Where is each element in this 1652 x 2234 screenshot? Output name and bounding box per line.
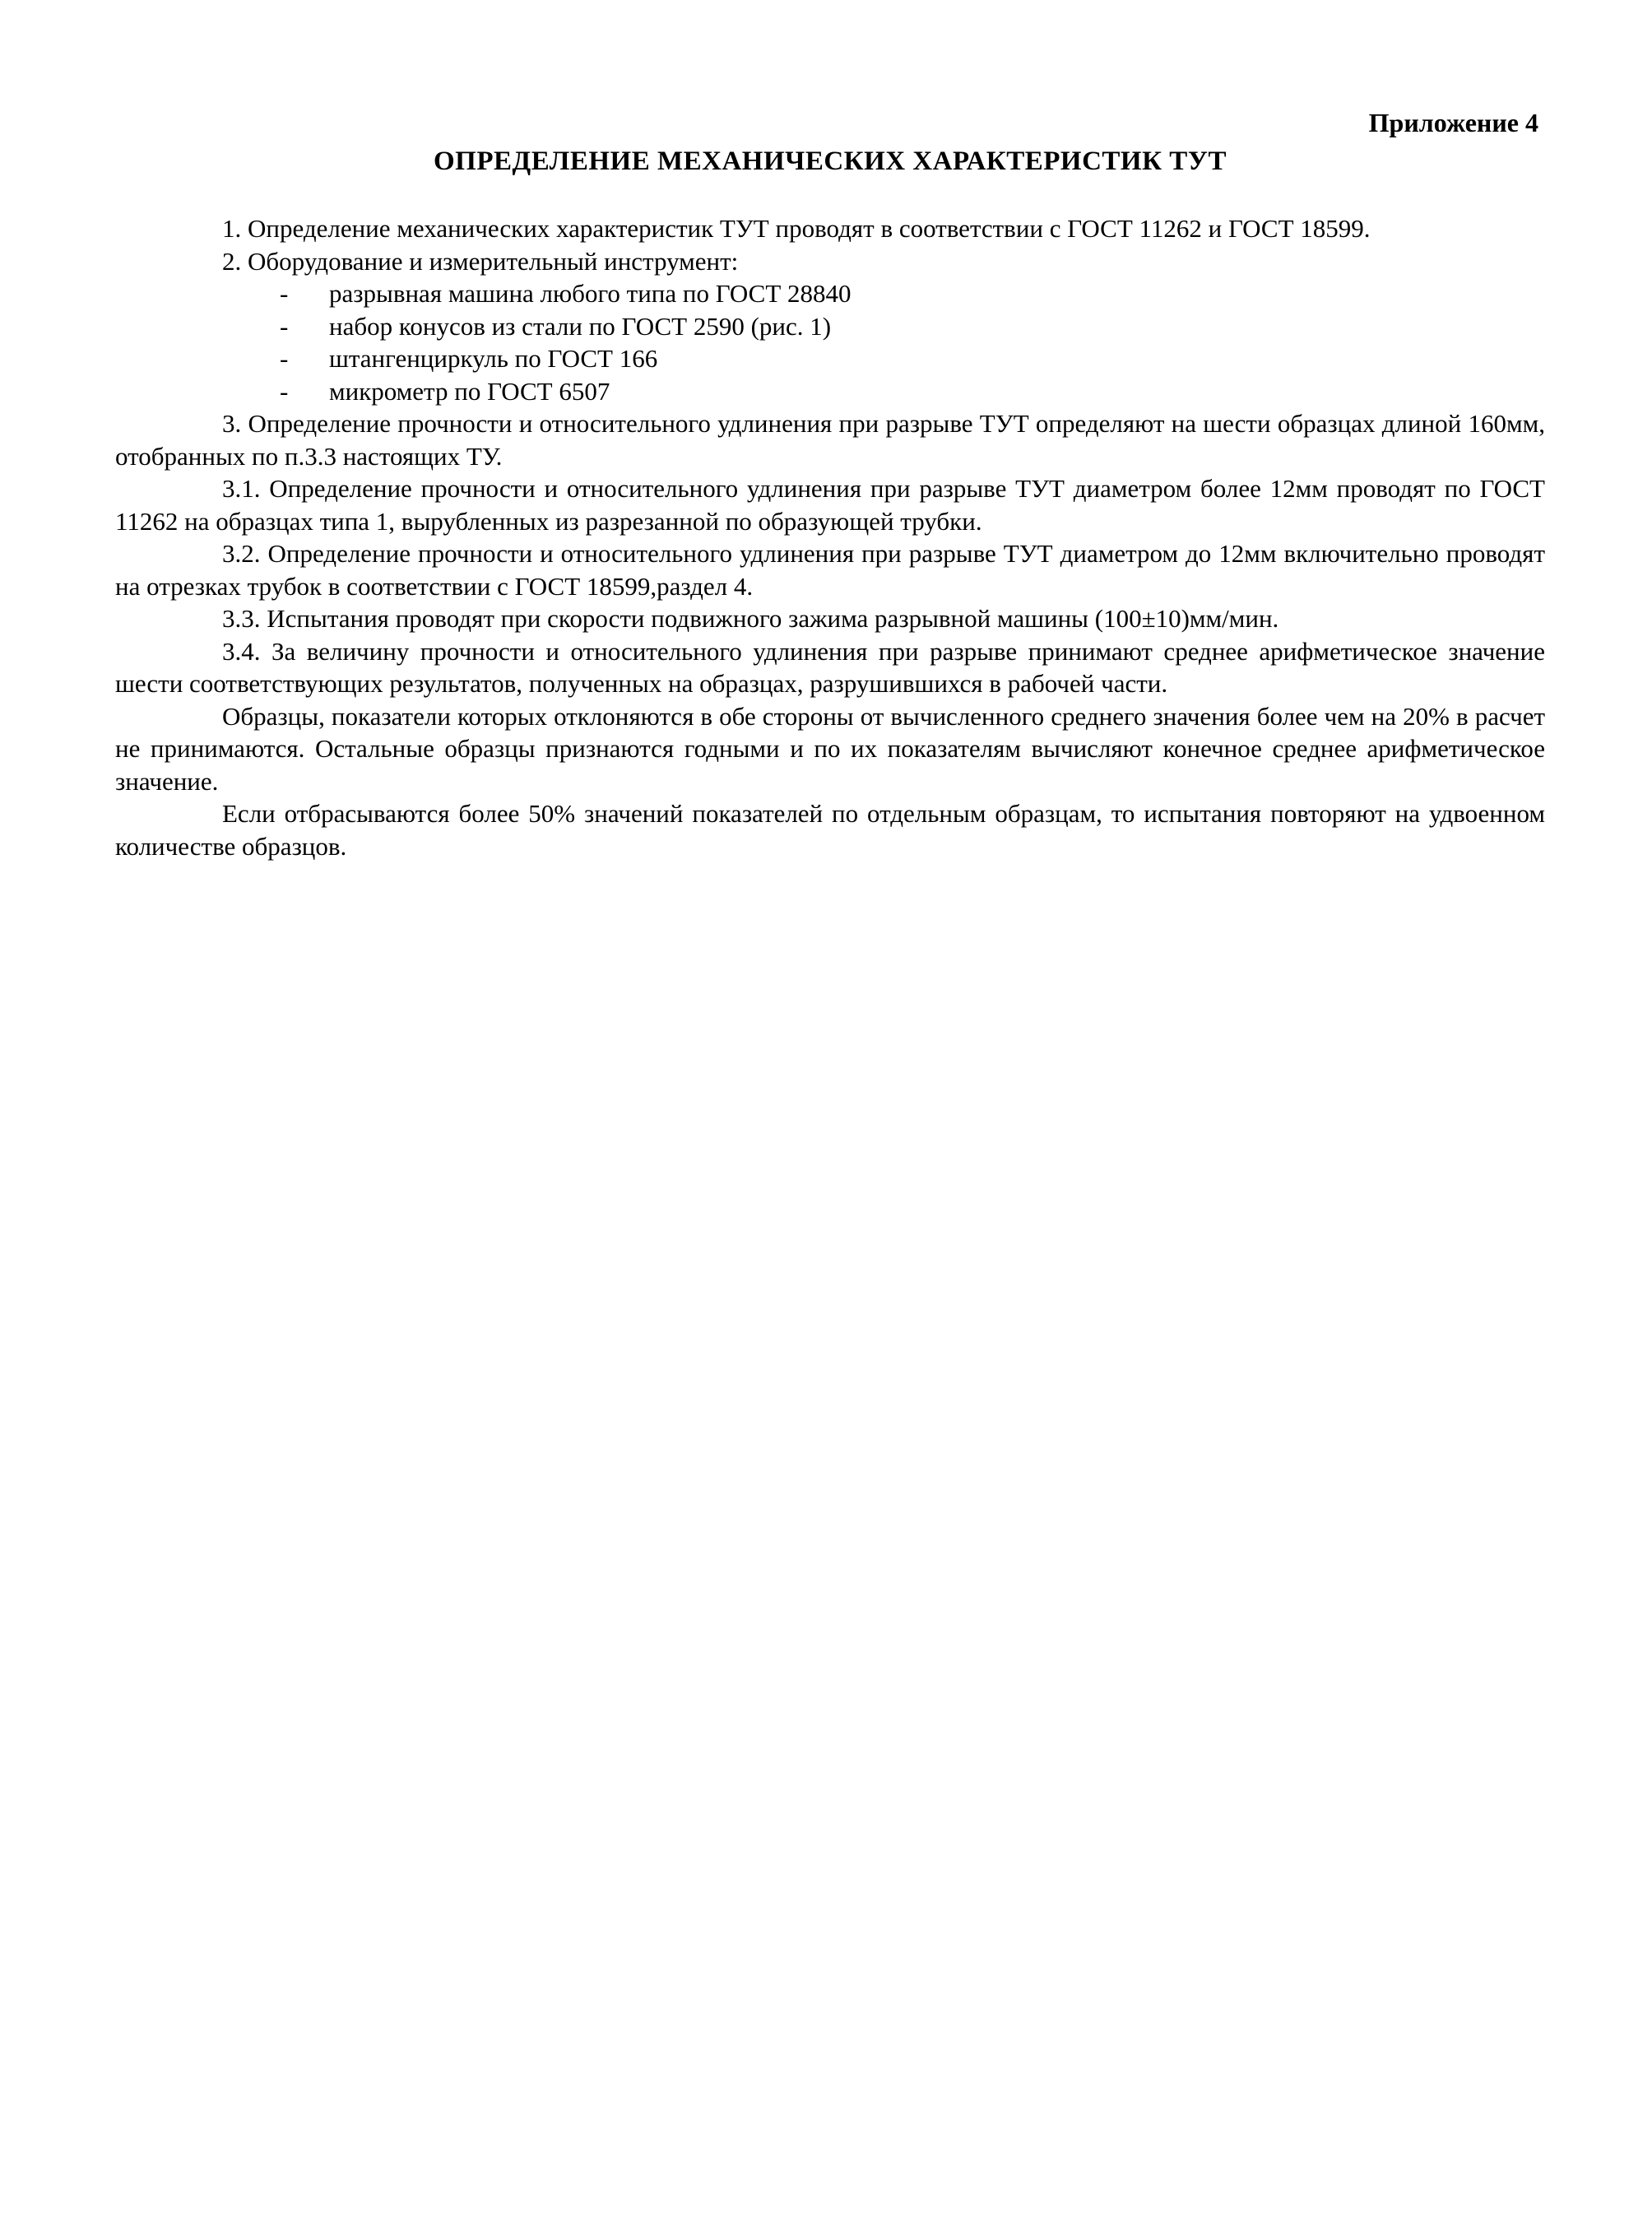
paragraph-5: Если отбрасываются более 50% значений показателей по отдельным образцам, то испытания повторяют на удвоенном количестве образцов.: [115, 799, 1545, 861]
appendix-label: Приложение 4: [1368, 108, 1538, 137]
equipment-item-text: штангенциркуль по ГОСТ 166: [329, 344, 658, 373]
equipment-list: [115, 277, 1545, 407]
paragraph-3: 3. Определение прочности и относительного удлинения при разрыве ТУТ определяют на шести образцах длиной 160мм, отобранных по п.3.3 настоящих ТУ.: [115, 409, 1545, 471]
equipment-item-text: разрывная машина любого типа по ГОСТ 28840: [329, 279, 852, 308]
list-dash: -: [280, 279, 289, 308]
list-dash: -: [280, 376, 289, 406]
equipment-item: [280, 342, 1545, 375]
paragraph-3-4: 3.4. За величину прочности и относительного удлинения при разрыве принимают среднее арифметическое значение шести соответствующих результатов, полученных на образцах, разрушившихся в рабочей части.: [115, 636, 1545, 698]
paragraph-3-3: 3.3. Испытания проводят при скорости подвижного зажима разрывной машины (100±10)мм/мин.: [222, 604, 1279, 633]
document-title: ОПРЕДЕЛЕНИЕ МЕХАНИЧЕСКИХ ХАРАКТЕРИСТИК ТУТ: [433, 146, 1227, 176]
paragraph-2: 2. Оборудование и измерительный инструмент:: [222, 246, 739, 276]
equipment-item-text: микрометр по ГОСТ 6507: [329, 376, 610, 406]
equipment-item: [280, 310, 1545, 343]
paragraph-3-1: 3.1. Определение прочности и относительного удлинения при разрыве ТУТ диаметром более 12мм проводят по ГОСТ 11262 на образцах типа 1, вырубленных из разрезанной по образующей трубки.: [115, 474, 1545, 536]
equipment-item-text: набор конусов из стали по ГОСТ 2590 (рис. 1): [329, 311, 832, 341]
paragraph-3-2: 3.2. Определение прочности и относительного удлинения при разрыве ТУТ диаметром до 12мм включительно проводят на отрезках трубок в соответствии с ГОСТ 18599,раздел 4.: [115, 539, 1545, 601]
list-dash: -: [280, 344, 289, 373]
list-dash: -: [280, 311, 289, 341]
paragraph-1: 1. Определение механических характеристик ТУТ проводят в соответствии с ГОСТ 11262 и ГОСТ 18599.: [222, 214, 1371, 243]
paragraph-4: Образцы, показатели которых отклоняются в обе стороны от вычисленного среднего значения более чем на 20% в расчет не принимаются. Остальные образцы признаются годными и по их показателям вычисляют конечное среднее арифметическое значение.: [115, 701, 1545, 796]
equipment-item: [280, 375, 1545, 408]
equipment-item: [280, 277, 1545, 310]
